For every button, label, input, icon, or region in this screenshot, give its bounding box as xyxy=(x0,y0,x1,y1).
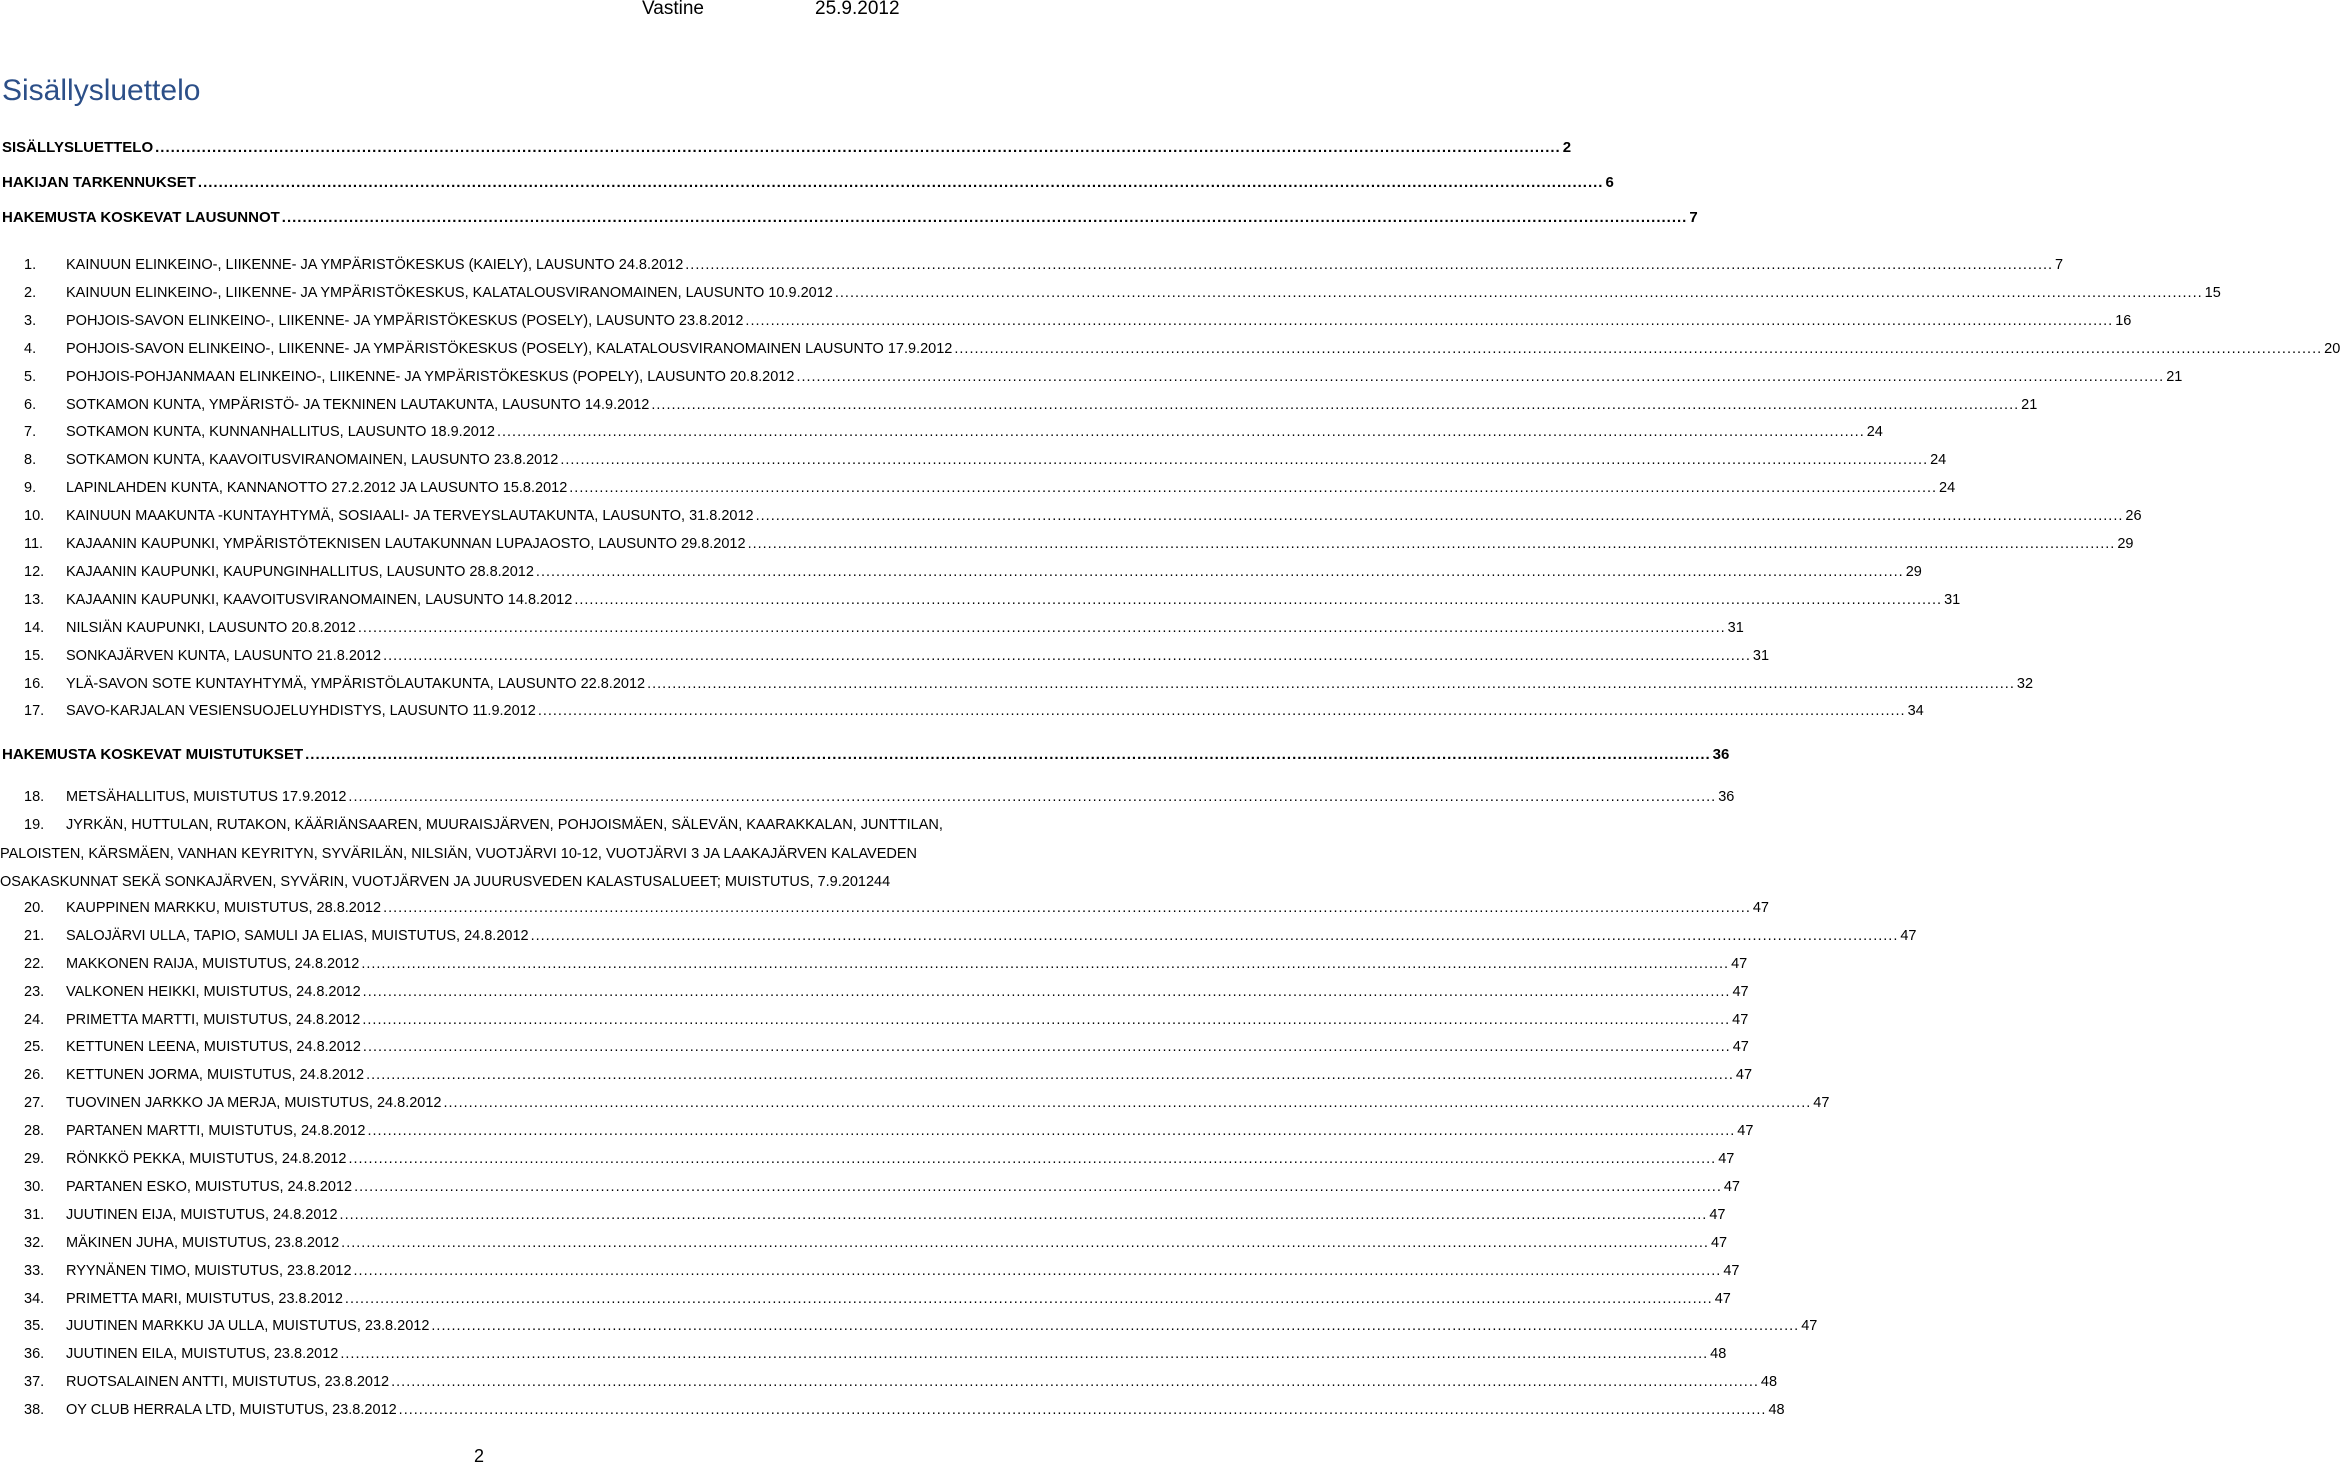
toc-entry-number: 38. xyxy=(24,1402,45,1419)
toc-entry[interactable] xyxy=(0,396,2038,414)
toc-leader-dots xyxy=(444,1094,1812,1112)
toc-leader-dots xyxy=(835,284,2203,302)
toc-entry-title: KAJAANIN KAUPUNKI, KAUPUNGINHALLITUS, LAUSUNTO 28.8.2012 xyxy=(66,563,534,580)
toc-entry[interactable] xyxy=(0,1011,1749,1029)
toc-entry-title: PRIMETTA MARTTI, MUISTUTUS, 24.8.2012 xyxy=(66,1011,361,1028)
toc-entry-page: 20 xyxy=(2324,340,2340,357)
toc-entry-title: SOTKAMON KUNTA, KAAVOITUSVIRANOMAINEN, LAUSUNTO 23.8.2012 xyxy=(66,452,559,469)
toc-entry-number: 18. xyxy=(24,789,45,805)
toc-leader-dots xyxy=(796,368,2164,386)
toc-leader-dots xyxy=(361,955,1729,973)
toc-entry[interactable] xyxy=(0,899,1769,917)
toc-leader-dots xyxy=(745,312,2113,330)
toc-leader-dots xyxy=(363,1038,1731,1056)
toc-entry-number: 12. xyxy=(24,563,45,580)
toc-entry-title: MAKKONEN RAIJA, MUISTUTUS, 24.8.2012 xyxy=(66,955,360,972)
toc-entry-title: POHJOIS-SAVON ELINKEINO-, LIIKENNE- JA YMPÄRISTÖKESKUS (POSELY), KALATALOUSVIRANOMAINEN LAUSUNTO 17.9.2012 xyxy=(66,340,953,357)
toc-leader-dots xyxy=(282,209,1688,227)
toc-entry-page: 48 xyxy=(1760,1374,1778,1391)
toc-leader-dots xyxy=(348,788,1716,806)
toc-entry-number: 14. xyxy=(24,619,45,636)
toc-entry-title: SONKAJÄRVEN KUNTA, LAUSUNTO 21.8.2012 xyxy=(66,647,382,664)
toc-leader-dots xyxy=(647,675,2015,693)
toc-entry-number: 24. xyxy=(24,1011,45,1028)
toc-entry-title: OSAKASKUNNAT SEKÄ SONKAJÄRVEN, SYVÄRIN, VUOTJÄRVEN JA JUURUSVEDEN KALASTUSALUEET; MUISTUTUS, 7.9.2012 xyxy=(0,873,875,890)
toc-entry-title: KAINUUN MAAKUNTA -KUNTAYHTYMÄ, SOSIAALI- JA TERVEYSLAUTAKUNTA, LAUSUNTO, 31.8.2012 xyxy=(66,508,754,525)
toc-entry-page: 48 xyxy=(1768,1402,1785,1419)
toc-leader-dots xyxy=(341,1234,1709,1252)
toc-leader-dots xyxy=(155,139,1561,157)
toc-entry[interactable] xyxy=(0,1178,1740,1196)
toc-entry-number: 27. xyxy=(24,1095,45,1112)
toc-entry[interactable] xyxy=(0,1234,1728,1252)
toc-entry-page: 7 xyxy=(2055,257,2064,273)
toc-entry-number: 4. xyxy=(24,340,37,357)
toc-entry[interactable] xyxy=(0,479,1956,497)
toc-entry-page: 47 xyxy=(1731,955,1748,972)
toc-leader-dots xyxy=(305,746,1711,764)
toc-entry-title: LAPINLAHDEN KUNTA, KANNANOTTO 27.2.2012 JA LAUSUNTO 15.8.2012 xyxy=(66,480,568,497)
toc-entry[interactable] xyxy=(0,702,1924,720)
toc-entry[interactable] xyxy=(0,563,1922,581)
toc-entry-number: 15. xyxy=(24,647,45,664)
toc-entry[interactable] xyxy=(0,451,1947,469)
toc-entry-title: JUUTINEN EILA, MUISTUTUS, 23.8.2012 xyxy=(66,1346,339,1363)
toc-entry-page: 2 xyxy=(1562,139,1572,156)
toc-entry-title: HAKEMUSTA KOSKEVAT LAUSUNNOT xyxy=(2,209,280,226)
toc-leader-dots xyxy=(538,702,1906,720)
toc-entry-title: YLÄ-SAVON SOTE KUNTAYHTYMÄ, YMPÄRISTÖLAUTAKUNTA, LAUSUNTO 22.8.2012 xyxy=(66,675,646,692)
toc-entry-page: 15 xyxy=(2204,284,2221,301)
toc-entry-title: PRIMETTA MARI, MUISTUTUS, 23.8.2012 xyxy=(66,1290,343,1307)
toc-entry-title: RUOTSALAINEN ANTTI, MUISTUTUS, 23.8.2012 xyxy=(66,1374,390,1391)
toc-entry-page: 26 xyxy=(2125,508,2142,525)
toc-entry-page: 31 xyxy=(1727,619,1744,636)
toc-entry-title: POHJOIS-POHJANMAAN ELINKEINO-, LIIKENNE- JA YMPÄRISTÖKESKUS (POPELY), LAUSUNTO 20.8.2012 xyxy=(66,368,795,385)
toc-entry[interactable] xyxy=(0,983,1749,1001)
toc-leader-dots xyxy=(954,340,2322,358)
toc-entry[interactable] xyxy=(0,423,1883,441)
toc-entry-number: 30. xyxy=(24,1178,45,1195)
toc-entry[interactable] xyxy=(0,647,1770,665)
toc-entry[interactable] xyxy=(0,788,1735,806)
toc-entry-page: 24 xyxy=(1866,424,1883,441)
toc-entry-title: RÖNKKÖ PEKKA, MUISTUTUS, 24.8.2012 xyxy=(66,1151,347,1167)
toc-entry[interactable] xyxy=(0,1038,1749,1056)
toc-entry-number: 35. xyxy=(24,1318,45,1335)
toc-entry[interactable] xyxy=(0,927,1917,945)
toc-entry-page: 47 xyxy=(1813,1095,1830,1112)
toc-entry[interactable] xyxy=(2,746,1730,764)
toc-entry-number: 25. xyxy=(24,1039,45,1056)
toc-entry-title: OY CLUB HERRALA LTD, MUISTUTUS, 23.8.2012 xyxy=(66,1402,397,1419)
toc-entry-number: 22. xyxy=(24,955,45,972)
toc-entry[interactable] xyxy=(2,174,1614,192)
toc-entry-page: 29 xyxy=(1905,563,1922,580)
toc-entry-number: 28. xyxy=(24,1123,45,1140)
toc-entry-page: 47 xyxy=(1752,899,1769,916)
toc-entry[interactable] xyxy=(0,1206,1726,1224)
toc-entry-number: 36. xyxy=(24,1346,45,1363)
toc-entry[interactable] xyxy=(0,955,1748,973)
toc-entry-title: KAJAANIN KAUPUNKI, KAAVOITUSVIRANOMAINEN, LAUSUNTO 14.8.2012 xyxy=(66,591,573,608)
toc-entry-title: HAKEMUSTA KOSKEVAT MUISTUTUKSET xyxy=(2,746,304,763)
toc-entry-title: KETTUNEN LEENA, MUISTUTUS, 24.8.2012 xyxy=(66,1039,361,1056)
toc-leader-dots xyxy=(354,1178,1722,1196)
toc-leader-dots xyxy=(383,647,1751,665)
toc-entry-number: 37. xyxy=(24,1374,45,1391)
toc-entry-page: 29 xyxy=(2117,536,2134,552)
toc-entry-page: 47 xyxy=(1732,1011,1749,1028)
toc-leader-dots xyxy=(497,423,1865,441)
toc-entry-title-line-3 xyxy=(0,873,956,891)
toc-entry-number: 11. xyxy=(24,536,44,552)
toc-entry-title: KETTUNEN JORMA, MUISTUTUS, 24.8.2012 xyxy=(66,1067,365,1084)
toc-entry-page: 47 xyxy=(1714,1290,1731,1307)
toc-entry-title: METSÄHALLITUS, MUISTUTUS 17.9.2012 xyxy=(66,789,347,805)
toc-leader-dots xyxy=(399,1401,1767,1419)
toc-entry[interactable] xyxy=(2,209,1698,227)
toc-leader-dots xyxy=(748,535,2116,553)
toc-entry-title: SAVO-KARJALAN VESIENSUOJELUYHDISTYS, LAUSUNTO 11.9.2012 xyxy=(66,703,536,720)
toc-leader-dots xyxy=(340,1206,1708,1224)
toc-entry[interactable] xyxy=(0,1150,1735,1168)
toc-entry-number: 26. xyxy=(24,1067,45,1084)
toc-entry[interactable] xyxy=(0,675,2034,693)
toc-leader-dots xyxy=(363,983,1731,1001)
toc-entry-page: 31 xyxy=(1944,591,1961,608)
toc-entry[interactable] xyxy=(0,1066,1753,1084)
toc-leader-dots xyxy=(383,899,1751,917)
toc-leader-dots xyxy=(574,591,1942,609)
toc-leader-dots xyxy=(756,507,2124,525)
toc-entry[interactable] xyxy=(0,1122,1754,1140)
toc-entry-page: 21 xyxy=(2021,396,2038,413)
toc-entry[interactable] xyxy=(0,1094,1830,1112)
toc-entry-number: 10. xyxy=(24,508,45,525)
toc-entry-page: 47 xyxy=(1732,1039,1749,1056)
toc-entry-title: VALKONEN HEIKKI, MUISTUTUS, 24.8.2012 xyxy=(66,983,361,1000)
toc-entry-number: 23. xyxy=(24,983,45,1000)
toc-entry-title: TUOVINEN JARKKO JA MERJA, MUISTUTUS, 24.8.2012 xyxy=(66,1095,442,1112)
toc-entry-title: KAUPPINEN MARKKU, MUISTUTUS, 28.8.2012 xyxy=(66,899,382,916)
toc-entry-page: 47 xyxy=(1737,1123,1754,1140)
toc-entry[interactable] xyxy=(0,1262,1740,1280)
toc-leader-dots xyxy=(348,1150,1716,1168)
toc-entry-number: 34. xyxy=(24,1290,45,1307)
toc-entry-number: 2. xyxy=(24,284,37,301)
toc-entry-title: KAINUUN ELINKEINO-, LIIKENNE- JA YMPÄRISTÖKESKUS (KAIELY), LAUSUNTO 24.8.2012 xyxy=(66,257,684,273)
toc-entry-page: 21 xyxy=(2166,368,2183,385)
toc-entry-number: 33. xyxy=(24,1262,45,1279)
toc-entry-title: POHJOIS-SAVON ELINKEINO-, LIIKENNE- JA YMPÄRISTÖKESKUS (POSELY), LAUSUNTO 23.8.2012 xyxy=(66,312,744,329)
toc-entry-page: 47 xyxy=(1801,1318,1818,1335)
toc-entry-title: SOTKAMON KUNTA, KUNNANHALLITUS, LAUSUNTO 18.9.2012 xyxy=(66,424,495,441)
toc-entry-number: 8. xyxy=(24,452,37,469)
toc-entry-number: 7. xyxy=(24,424,37,441)
toc-leader-dots xyxy=(362,1011,1730,1029)
toc-entry-page: 7 xyxy=(1689,209,1698,226)
toc-entry-number: 5. xyxy=(24,368,37,385)
toc-entry-title: KAJAANIN KAUPUNKI, YMPÄRISTÖTEKNISEN LAUTAKUNNAN LUPAJAOSTO, LAUSUNTO 29.8.2012 xyxy=(66,536,746,552)
toc-entry-page: 36 xyxy=(1712,746,1730,763)
toc-entry-number: 6. xyxy=(24,396,37,413)
header-document-type: Vastine xyxy=(642,0,704,19)
toc-entry-number: 31. xyxy=(24,1206,45,1223)
toc-entry-number: 20. xyxy=(24,899,45,916)
toc-entry[interactable] xyxy=(0,1345,1727,1363)
toc-entry-number: 17. xyxy=(24,703,45,720)
toc-entry-number: 16. xyxy=(24,675,45,692)
toc-entry-page: 48 xyxy=(1710,1346,1727,1363)
page-number: 2 xyxy=(474,1446,485,1466)
toc-entry-title: SOTKAMON KUNTA, YMPÄRISTÖ- JA TEKNINEN LAUTAKUNTA, LAUSUNTO 14.9.2012 xyxy=(66,396,650,413)
toc-entry-title: HAKIJAN TARKENNUKSET xyxy=(2,174,196,191)
toc-entry-title: KAINUUN ELINKEINO-, LIIKENNE- JA YMPÄRISTÖKESKUS, KALATALOUSVIRANOMAINEN, LAUSUNTO 10.9.2012 xyxy=(66,284,833,301)
toc-entry[interactable] xyxy=(0,507,2142,525)
toc-leader-dots xyxy=(560,451,1928,469)
toc-entry[interactable] xyxy=(0,1290,1731,1308)
toc-entry-page: 31 xyxy=(1752,647,1770,664)
toc-entry-page: 34 xyxy=(1907,703,1924,720)
toc-entry-number: 9. xyxy=(24,480,37,497)
toc-entry-title: RYYNÄNEN TIMO, MUISTUTUS, 23.8.2012 xyxy=(66,1262,352,1279)
toc-entry-title: PARTANEN MARTTI, MUISTUTUS, 24.8.2012 xyxy=(66,1123,366,1140)
toc-entry-page: 32 xyxy=(2016,675,2034,692)
toc-leader-dots xyxy=(367,1122,1735,1140)
toc-entry-number: 21. xyxy=(24,927,45,944)
toc-entry-multiline[interactable] xyxy=(0,816,956,896)
toc-entry[interactable] xyxy=(0,256,2064,274)
toc-entry-title: MÄKINEN JUHA, MUISTUTUS, 23.8.2012 xyxy=(66,1234,340,1251)
toc-entry[interactable] xyxy=(0,340,2340,358)
toc-leader-dots xyxy=(340,1345,1708,1363)
toc-entry[interactable] xyxy=(0,368,2183,386)
toc-entry-page: 47 xyxy=(1735,1067,1753,1084)
toc-entry[interactable] xyxy=(2,139,1572,157)
toc-entry-number: 3. xyxy=(24,312,37,329)
toc-entry-page: 16 xyxy=(2115,312,2132,329)
toc-entry-number: 1. xyxy=(24,257,37,273)
toc-entry-title: NILSIÄN KAUPUNKI, LAUSUNTO 20.8.2012 xyxy=(66,619,356,636)
toc-entry[interactable] xyxy=(0,284,2221,302)
toc-entry-page: 44 xyxy=(874,873,891,890)
toc-entry-title: JUUTINEN MARKKU JA ULLA, MUISTUTUS, 23.8.2012 xyxy=(66,1318,430,1335)
toc-entry-number: 32. xyxy=(24,1234,45,1251)
toc-entry-page: 24 xyxy=(1930,452,1947,469)
toc-entry-page: 47 xyxy=(1718,1151,1735,1167)
toc-entry-title: SISÄLLYSLUETTELO xyxy=(2,139,154,156)
toc-entry-page: 47 xyxy=(1709,1206,1726,1223)
toc-entry-title: PARTANEN ESKO, MUISTUTUS, 24.8.2012 xyxy=(66,1178,353,1195)
toc-entry-page: 47 xyxy=(1710,1234,1728,1251)
toc-entry-title: SALOJÄRVI ULLA, TAPIO, SAMULI JA ELIAS, MUISTUTUS, 24.8.2012 xyxy=(66,927,529,944)
toc-entry[interactable] xyxy=(0,591,1961,609)
toc-entry[interactable] xyxy=(0,1401,1785,1419)
toc-entry-page: 47 xyxy=(1723,1178,1740,1195)
toc-leader-dots xyxy=(569,479,1937,497)
toc-entry-title-line-1: JYRKÄN, HUTTULAN, RUTAKON, KÄÄRIÄNSAAREN, MUURAISJÄRVEN, POHJOISMÄEN, SÄLEVÄN, KAARAKKALAN, JUNTTILAN, xyxy=(66,816,943,833)
toc-leader-dots xyxy=(536,563,1904,581)
toc-entry[interactable] xyxy=(0,619,1744,637)
toc-leader-dots xyxy=(198,174,1604,192)
toc-leader-dots xyxy=(354,1262,1722,1280)
toc-leader-dots xyxy=(431,1317,1799,1335)
toc-leader-dots xyxy=(391,1373,1759,1391)
toc-entry-number: 13. xyxy=(24,591,45,608)
header-date: 25.9.2012 xyxy=(815,0,900,19)
toc-entry-page: 47 xyxy=(1732,983,1749,1000)
toc-entry-title: JUUTINEN EIJA, MUISTUTUS, 24.8.2012 xyxy=(66,1206,338,1223)
toc-leader-dots xyxy=(531,927,1899,945)
toc-entry-page: 47 xyxy=(1723,1262,1740,1279)
toc-leader-dots xyxy=(685,256,2053,274)
toc-entry-page: 36 xyxy=(1718,789,1735,805)
toc-entry-page: 24 xyxy=(1939,480,1956,497)
toc-entry-title-line-2: PALOISTEN, KÄRSMÄEN, VANHAN KEYRITYN, SYVÄRILÄN, NILSIÄN, VUOTJÄRVI 10-12, VUOTJÄRVI 3 JA LAAKAJÄRVEN KALAVEDEN xyxy=(0,845,918,862)
toc-entry[interactable] xyxy=(0,1373,1778,1391)
toc-entry-number: 19. xyxy=(24,816,45,833)
toc-leader-dots xyxy=(651,396,2019,414)
toc-entry[interactable] xyxy=(0,1317,1818,1335)
toc-entry-number: 29. xyxy=(24,1151,45,1167)
toc-entry[interactable] xyxy=(0,535,2134,553)
toc-leader-dots xyxy=(366,1066,1734,1084)
page-title: Sisällysluettelo xyxy=(2,74,201,107)
toc-entry-page: 6 xyxy=(1605,174,1614,191)
page-header xyxy=(0,0,960,28)
toc-entry[interactable] xyxy=(0,312,2132,330)
toc-leader-dots xyxy=(358,619,1726,637)
toc-entry-page: 47 xyxy=(1900,927,1917,944)
toc-leader-dots xyxy=(345,1290,1713,1308)
